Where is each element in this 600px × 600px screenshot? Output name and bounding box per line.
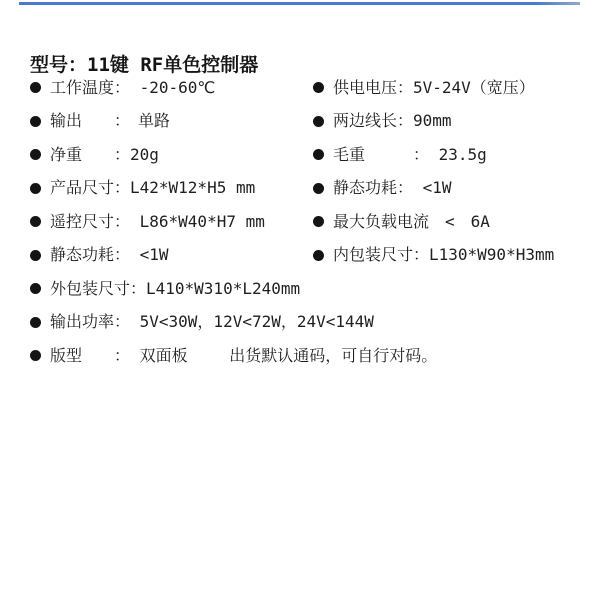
spec-row-static-power bbox=[30, 239, 586, 273]
spec-text: 工作温度： -20-60℃ bbox=[50, 77, 216, 97]
spec-item bbox=[30, 345, 438, 365]
bullet-icon bbox=[30, 216, 41, 227]
spec-item bbox=[313, 113, 452, 129]
spec-item bbox=[313, 211, 490, 231]
spec-item bbox=[313, 180, 452, 196]
bullet-icon bbox=[30, 183, 41, 194]
spec-text: 两边线长：90mm bbox=[333, 111, 452, 131]
spec-row-output bbox=[30, 105, 586, 139]
spec-item bbox=[30, 180, 313, 196]
spec-row-outer-package-size bbox=[30, 272, 586, 306]
spec-row-output-power bbox=[30, 306, 586, 340]
spec-text: 输出功率： 5V<30W，12V<72W，24V<144W bbox=[50, 312, 374, 332]
spec-text: 净重 ：20g bbox=[50, 144, 159, 164]
spec-text: 毛重 ： 23.5g bbox=[333, 144, 487, 164]
bullet-icon bbox=[313, 82, 324, 93]
spec-text: 最大负载电流 < 6A bbox=[333, 211, 490, 231]
spec-row-weight bbox=[30, 138, 586, 172]
spec-row-product-size bbox=[30, 172, 586, 206]
spec-item bbox=[30, 77, 313, 97]
spec-text: 静态功耗： <1W bbox=[50, 245, 169, 265]
bullet-icon bbox=[30, 82, 41, 93]
spec-item bbox=[30, 211, 313, 231]
spec-item bbox=[30, 113, 313, 129]
page-title: 型号：11键 RF单色控制器 bbox=[30, 53, 259, 76]
spec-item bbox=[30, 278, 301, 298]
spec-text: 外包装尺寸：L410*W310*L240mm bbox=[50, 278, 301, 298]
bullet-icon bbox=[313, 149, 324, 160]
spec-text: 版型 ： 双面板 出货默认通码，可自行对码。 bbox=[50, 345, 438, 365]
spec-text: 输出 ： 单路 bbox=[50, 111, 171, 131]
spec-item bbox=[30, 314, 374, 330]
bullet-icon bbox=[313, 183, 324, 194]
bullet-icon bbox=[30, 317, 41, 328]
spec-item bbox=[30, 144, 313, 164]
bullet-icon bbox=[30, 283, 41, 294]
bullet-icon bbox=[30, 149, 41, 160]
spec-text: 静态功耗： <1W bbox=[333, 178, 452, 198]
accent-divider-line bbox=[19, 2, 580, 5]
spec-item bbox=[313, 77, 535, 97]
bullet-icon bbox=[30, 116, 41, 127]
bullet-icon bbox=[313, 250, 324, 261]
spec-text: 产品尺寸：L42*W12*H5 mm bbox=[50, 178, 256, 198]
bullet-icon bbox=[30, 250, 41, 261]
spec-row-board-type bbox=[30, 339, 586, 373]
spec-item bbox=[30, 247, 313, 263]
bullet-icon bbox=[313, 216, 324, 227]
spec-text: 内包装尺寸：L130*W90*H3mm bbox=[333, 245, 555, 265]
spec-item bbox=[313, 247, 554, 263]
bullet-icon bbox=[30, 350, 41, 361]
spec-row-remote-size bbox=[30, 205, 586, 239]
spec-list bbox=[30, 71, 586, 373]
spec-row-operating-temp bbox=[30, 71, 586, 105]
spec-text: 遥控尺寸： L86*W40*H7 mm bbox=[50, 211, 265, 231]
bullet-icon bbox=[313, 116, 324, 127]
spec-text: 供电电压：5V-24V（宽压） bbox=[333, 77, 535, 97]
spec-item bbox=[313, 144, 487, 164]
